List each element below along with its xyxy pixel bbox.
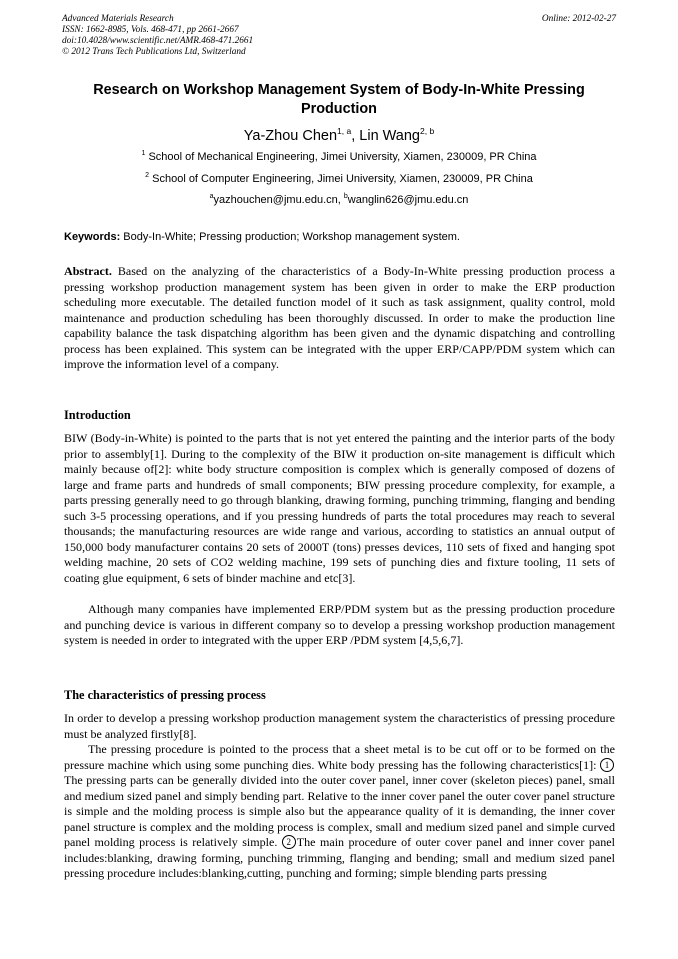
email-line [60, 193, 618, 207]
intro-paragraph-1: BIW (Body-in-White) is pointed to the parts that is not yet entered the painting and the interior parts of the body prior to assembly[1]. During to the complexity of the BIW it production on-site management is difficult which mainly because of[2]: white body structure composition is complex which is generally composed of dozens of large and frame parts and hundreds of small components; BIW pressing procedure complexity, for example, a parts pressing generally need to go through blanking, drawing forming, punching trimming, flanging and bending such 3-5 processing operations, and if you pressing hundreds of parts the total procedures may reach to several thousands; the manufacturing resources are wide range and various, according to statistics an annual output of 150,000 body manufacturer contains 20 sets of 2000T (tons) presses devices, 110 sets of fixed and hanging spot welding machine, 20 sets of CO2 welding machine, 199 sets of punching dies and fixture tooling, 11 sets of coating glue equipment, 6 sets of binder machine and etc[3]. [64, 431, 615, 585]
author-separator: , [351, 128, 360, 144]
circled-number: 2 [282, 835, 296, 849]
doi-line: doi:10.4028/www.scientific.net/AMR.468-471.2661 [62, 36, 254, 46]
abstract [64, 264, 615, 373]
affiliation-2 [60, 172, 618, 186]
copyright-line: © 2012 Trans Tech Publications Ltd, Switzerland [62, 47, 246, 57]
keywords-text: Body-In-White; Pressing production; Workshop management system. [120, 231, 460, 243]
email-superscript: b [343, 193, 348, 200]
author-name: Ya-Zhou Chen [243, 128, 338, 144]
author-line [60, 127, 618, 145]
abstract-text: Based on the analyzing of the characteristics of a Body-In-White pressing production process a pressing workshop production management system has been given in order to make the ERP production scheduling more executable. The detailed function model of it such as task assignment, quality control, mold maintenance and production scheduling has been thoroughly discussed. In order to make the production line capability balance the task dispatching algorithm has been given and the dynamic dispatching and controlling process has been explained. This system can be integrated with the upper ERP/CAPP/PDM system which can improve the information level of a company. [64, 264, 615, 371]
abstract-label: Abstract. [64, 264, 112, 278]
email-address: yazhouchen@jmu.edu.cn, [213, 194, 344, 206]
paragraph-text: The main procedure of outer cover panel and inner cover panel includes:blanking, drawing forming, punching trimming, flanging and bending; small and medium sized panel pressing procedure includes:blanking,cutting, punching and forming; simple blending parts pressing [64, 835, 615, 880]
journal-header [62, 14, 616, 58]
characteristics-paragraph-2 [64, 742, 615, 882]
author-name: Lin Wang [359, 128, 420, 144]
online-date: Online: 2012-02-27 [541, 14, 616, 24]
affiliation-number: 2 [145, 172, 150, 179]
intro-paragraph-2: Although many companies have implemented ERP/PDM system but as the pressing production procedure and punching device is various in different company so to develop a pressing workshop production management system is needed in order to integrated with the upper ERP /PDM system [4,5,6,7]. [64, 602, 615, 647]
author-superscript: 2, b [420, 126, 435, 136]
issn-line: ISSN: 1662-8985, Vols. 468-471, pp 2661-2667 [62, 25, 239, 35]
affiliation-number: 1 [141, 150, 146, 157]
affiliation-text: School of Mechanical Engineering, Jimei University, Xiamen, 230009, PR China [148, 151, 537, 163]
keywords-label: Keywords: [64, 231, 121, 243]
paper-title: Research on Workshop Management System of Body-In-White Pressing Production [93, 82, 585, 117]
circled-number: 1 [600, 758, 614, 772]
journal-name: Advanced Materials Research [62, 14, 174, 24]
section-heading-characteristics: The characteristics of pressing process [64, 688, 266, 702]
characteristics-paragraph-1: In order to develop a pressing workshop production management system the characteristics of pressing procedure must be analyzed firstly[8]. [64, 711, 615, 741]
paragraph-text: The pressing parts can be generally divided into the outer cover panel, inner cover (skeleton pieces) panel, small and medium sized panel and simply bending part. Relative to the inner cover panel the outer cover panel structure is simple and the molding process is simple also but the appearance quality of it is demanding, the inner cover panel structure is complex and the molding process is complex, small and medium sized panel and simple curved panel molding process is relatively simple. [64, 773, 615, 849]
affiliation-1 [60, 150, 618, 164]
keywords [64, 230, 616, 244]
email-address: wanglin626@jmu.edu.cn [347, 194, 469, 206]
section-heading-introduction: Introduction [64, 408, 131, 422]
paragraph-text: The pressing procedure is pointed to the process that a sheet metal is to be cut off or to be formed on the pressure machine which using some punching dies. White body pressing has the following characteristics[1]: [64, 742, 615, 772]
email-superscript: a [209, 193, 214, 200]
affiliation-text: School of Computer Engineering, Jimei University, Xiamen, 230009, PR China [152, 173, 533, 185]
author-superscript: 1, a [337, 126, 352, 136]
